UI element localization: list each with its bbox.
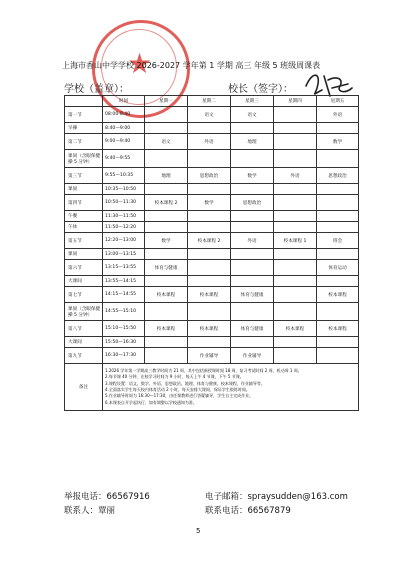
subject-cell: 地理 — [231, 134, 274, 150]
table-row — [65, 222, 359, 233]
table-row — [65, 168, 359, 184]
table-row — [65, 348, 359, 364]
column-header: 时间 — [103, 96, 145, 107]
column-header: 星期三 — [231, 96, 274, 107]
subject-cell — [274, 337, 317, 348]
subject-cell: 体育与健康 — [145, 260, 188, 276]
notes-content — [103, 364, 359, 411]
subject-cell — [145, 303, 188, 321]
column-header: 星期五 — [317, 96, 359, 107]
note-line: 3.课程设置：语文、数学、外语、思想政治、地理、体育与健康、校本课程、作业辅导等。 — [105, 380, 265, 386]
subject-cell — [274, 134, 317, 150]
time-cell: 9:55—10:35 — [103, 168, 145, 184]
contact-person: 联系人：覃丽 — [64, 506, 116, 516]
time-cell: 10:50—11:30 — [103, 195, 145, 211]
note-line: 6.本课表自开学起执行，如有调整以学校通知为准。 — [105, 399, 197, 405]
table-row — [65, 150, 359, 168]
note-line: 1.2026 学年第一学期高三教学时间为 21 周，其中包括新授课时间 18 周，复习考试时间 2 周，机动周 1 周。 — [105, 367, 302, 373]
subject-cell — [231, 184, 274, 195]
subject-cell — [274, 276, 317, 287]
time-cell: 14:15—14:55 — [103, 287, 145, 303]
subject-cell: 外语 — [317, 107, 359, 123]
subject-cell — [188, 249, 231, 260]
subject-cell — [231, 123, 274, 134]
subject-cell — [317, 337, 359, 348]
subject-cell — [188, 276, 231, 287]
time-cell: 11:50—12:20 — [103, 222, 145, 233]
school-label: 学校（盖章）： — [64, 84, 129, 95]
subject-cell — [188, 123, 231, 134]
period-cell: 第四节 — [65, 195, 103, 211]
table-row — [65, 195, 359, 211]
subject-cell — [274, 287, 317, 303]
subject-cell — [188, 211, 231, 222]
subject-cell: 校本课程 2 — [188, 233, 231, 249]
subject-cell — [145, 276, 188, 287]
subject-cell — [231, 249, 274, 260]
period-cell: 大课间 — [65, 276, 103, 287]
table-row — [65, 321, 359, 337]
column-header: 星期二 — [188, 96, 231, 107]
period-cell: 第七节 — [65, 287, 103, 303]
subject-cell: 语文 — [145, 134, 188, 150]
subject-cell: 数学 — [188, 195, 231, 211]
subject-cell: 校本课程 — [145, 321, 188, 337]
subject-cell: 校本课程 — [274, 321, 317, 337]
page-title: 上海市香山中学学校 2026-2027 学年第 1 学期 高三 年级 5 班级周课表 — [62, 61, 321, 70]
time-cell: 10:35—10:50 — [103, 184, 145, 195]
subject-cell — [231, 303, 274, 321]
subject-cell: 体育与健康 — [231, 287, 274, 303]
table-header-row — [65, 96, 359, 107]
subject-cell: 数学 — [145, 233, 188, 249]
subject-cell: 校本课程 — [317, 287, 359, 303]
table-row — [65, 276, 359, 287]
period-cell: 课间（含眼保健操 5 分钟） — [65, 303, 103, 321]
subject-cell: 外语 — [188, 134, 231, 150]
subject-cell — [274, 249, 317, 260]
subject-cell — [317, 303, 359, 321]
subject-cell — [231, 337, 274, 348]
period-cell: 第三节 — [65, 168, 103, 184]
note-line: 4.全面落实学生每天校内体育活动 2 小时，每天安排大课间，保证学生锻炼时间。 — [105, 387, 250, 392]
time-cell: 12:20—13:00 — [103, 233, 145, 249]
table-row — [65, 184, 359, 195]
table-row — [65, 303, 359, 321]
time-cell: 15:10—15:50 — [103, 321, 145, 337]
subject-cell — [317, 123, 359, 134]
subject-cell — [274, 303, 317, 321]
table-row — [65, 134, 359, 150]
subject-cell — [274, 184, 317, 195]
time-cell: 11:30—11:50 — [103, 211, 145, 222]
subject-cell — [317, 222, 359, 233]
subject-cell: 思想政治 — [188, 168, 231, 184]
seal-star-icon: ★ — [127, 47, 153, 80]
subject-cell — [274, 107, 317, 123]
report-phone: 举报电话：66567916 — [64, 492, 150, 502]
table-row — [65, 337, 359, 348]
subject-cell: 校本课程 2 — [145, 195, 188, 211]
subject-cell — [231, 150, 274, 168]
notes-row — [65, 364, 359, 411]
column-header — [65, 96, 103, 107]
period-cell: 第五节 — [65, 233, 103, 249]
subject-cell — [317, 195, 359, 211]
column-header: 星期一 — [145, 96, 188, 107]
time-cell: 9:00—9:40 — [103, 134, 145, 150]
period-cell: 大课间 — [65, 337, 103, 348]
subject-cell: 作业辅导 — [231, 348, 274, 364]
table-row — [65, 123, 359, 134]
subject-cell — [274, 211, 317, 222]
subject-cell: 作业辅导 — [188, 348, 231, 364]
subject-cell: 校本课程 — [188, 287, 231, 303]
principal-label: 校长（签字）： — [228, 84, 293, 95]
subject-cell — [188, 260, 231, 276]
subject-cell — [231, 276, 274, 287]
period-cell: 第六节 — [65, 260, 103, 276]
subject-cell — [145, 211, 188, 222]
subject-cell — [188, 337, 231, 348]
subject-cell — [145, 107, 188, 123]
notes-label: 备注 — [65, 364, 103, 411]
period-cell: 第九节 — [65, 348, 103, 364]
subject-cell: 校本课程 1 — [274, 233, 317, 249]
subject-cell: 思想政治 — [317, 168, 359, 184]
subject-cell — [188, 303, 231, 321]
subject-cell — [231, 222, 274, 233]
table-row — [65, 107, 359, 123]
schedule-table — [64, 95, 359, 411]
column-header: 星期四 — [274, 96, 317, 107]
time-cell: 08:00-8:40 — [103, 107, 145, 123]
period-cell: 第二节 — [65, 134, 103, 150]
subject-cell — [188, 150, 231, 168]
subject-cell: 班会 — [317, 233, 359, 249]
subject-cell — [145, 222, 188, 233]
subject-cell — [145, 123, 188, 134]
period-cell: 午休 — [65, 222, 103, 233]
subject-cell — [274, 348, 317, 364]
period-cell: 第一节 — [65, 107, 103, 123]
note-line: 2.每节课 40 分钟，在校学习时间为 9 小时，每天上午 4 节课，下午 5 节课。 — [105, 374, 244, 380]
note-line: 5.作业辅导时间为 16:30—17:30，由任课教师进行答疑辅导，学生自主完成作业。 — [105, 393, 254, 399]
time-cell: 8:40—9:00 — [103, 123, 145, 134]
subject-cell — [317, 249, 359, 260]
subject-cell: 思想政治 — [231, 195, 274, 211]
subject-cell: 校本课程 — [188, 321, 231, 337]
subject-cell — [317, 276, 359, 287]
time-cell: 16:30—17:30 — [103, 348, 145, 364]
period-cell: 课间 — [65, 184, 103, 195]
subject-cell: 数学 — [317, 134, 359, 150]
subject-cell — [188, 222, 231, 233]
subject-cell — [317, 184, 359, 195]
subject-cell — [231, 211, 274, 222]
subject-cell: 数学 — [231, 168, 274, 184]
table-row — [65, 211, 359, 222]
subject-cell — [145, 150, 188, 168]
time-cell: 13:55—14:15 — [103, 276, 145, 287]
period-cell: 第八节 — [65, 321, 103, 337]
subject-cell — [317, 211, 359, 222]
period-cell: 早操 — [65, 123, 103, 134]
subject-cell — [274, 195, 317, 211]
period-cell: 午餐 — [65, 211, 103, 222]
subject-cell — [274, 123, 317, 134]
subject-cell — [317, 150, 359, 168]
contact-phone: 联系电话：66567879 — [205, 506, 291, 516]
period-cell: 课间（含眼保健操 5 分钟） — [65, 150, 103, 168]
table-row — [65, 260, 359, 276]
subject-cell: 地理 — [145, 168, 188, 184]
time-cell: 9:40—9:55 — [103, 150, 145, 168]
signature-row — [64, 80, 354, 94]
subject-cell: 体育运动 — [317, 260, 359, 276]
period-cell: 课间 — [65, 249, 103, 260]
subject-cell — [274, 260, 317, 276]
table-row — [65, 287, 359, 303]
subject-cell — [188, 184, 231, 195]
time-cell: 13:00—13:15 — [103, 249, 145, 260]
subject-cell — [145, 184, 188, 195]
subject-cell — [317, 348, 359, 364]
table-row — [65, 249, 359, 260]
subject-cell — [274, 150, 317, 168]
subject-cell: 语文 — [188, 107, 231, 123]
page-number: 5 — [196, 527, 201, 535]
table-row — [65, 233, 359, 249]
subject-cell: 校本课程 — [317, 321, 359, 337]
subject-cell — [231, 260, 274, 276]
time-cell: 14:55—15:10 — [103, 303, 145, 321]
subject-cell: 校本课程 — [145, 287, 188, 303]
subject-cell: 语文 — [231, 107, 274, 123]
time-cell: 15:50—16:30 — [103, 337, 145, 348]
subject-cell: 外语 — [274, 168, 317, 184]
time-cell: 13:15—13:55 — [103, 260, 145, 276]
subject-cell — [145, 249, 188, 260]
email: 电子邮箱：spraysudden@163.com — [205, 492, 348, 502]
subject-cell — [145, 348, 188, 364]
subject-cell: 体育与健康 — [231, 321, 274, 337]
subject-cell — [274, 222, 317, 233]
subject-cell: 外语 — [231, 233, 274, 249]
subject-cell — [145, 337, 188, 348]
